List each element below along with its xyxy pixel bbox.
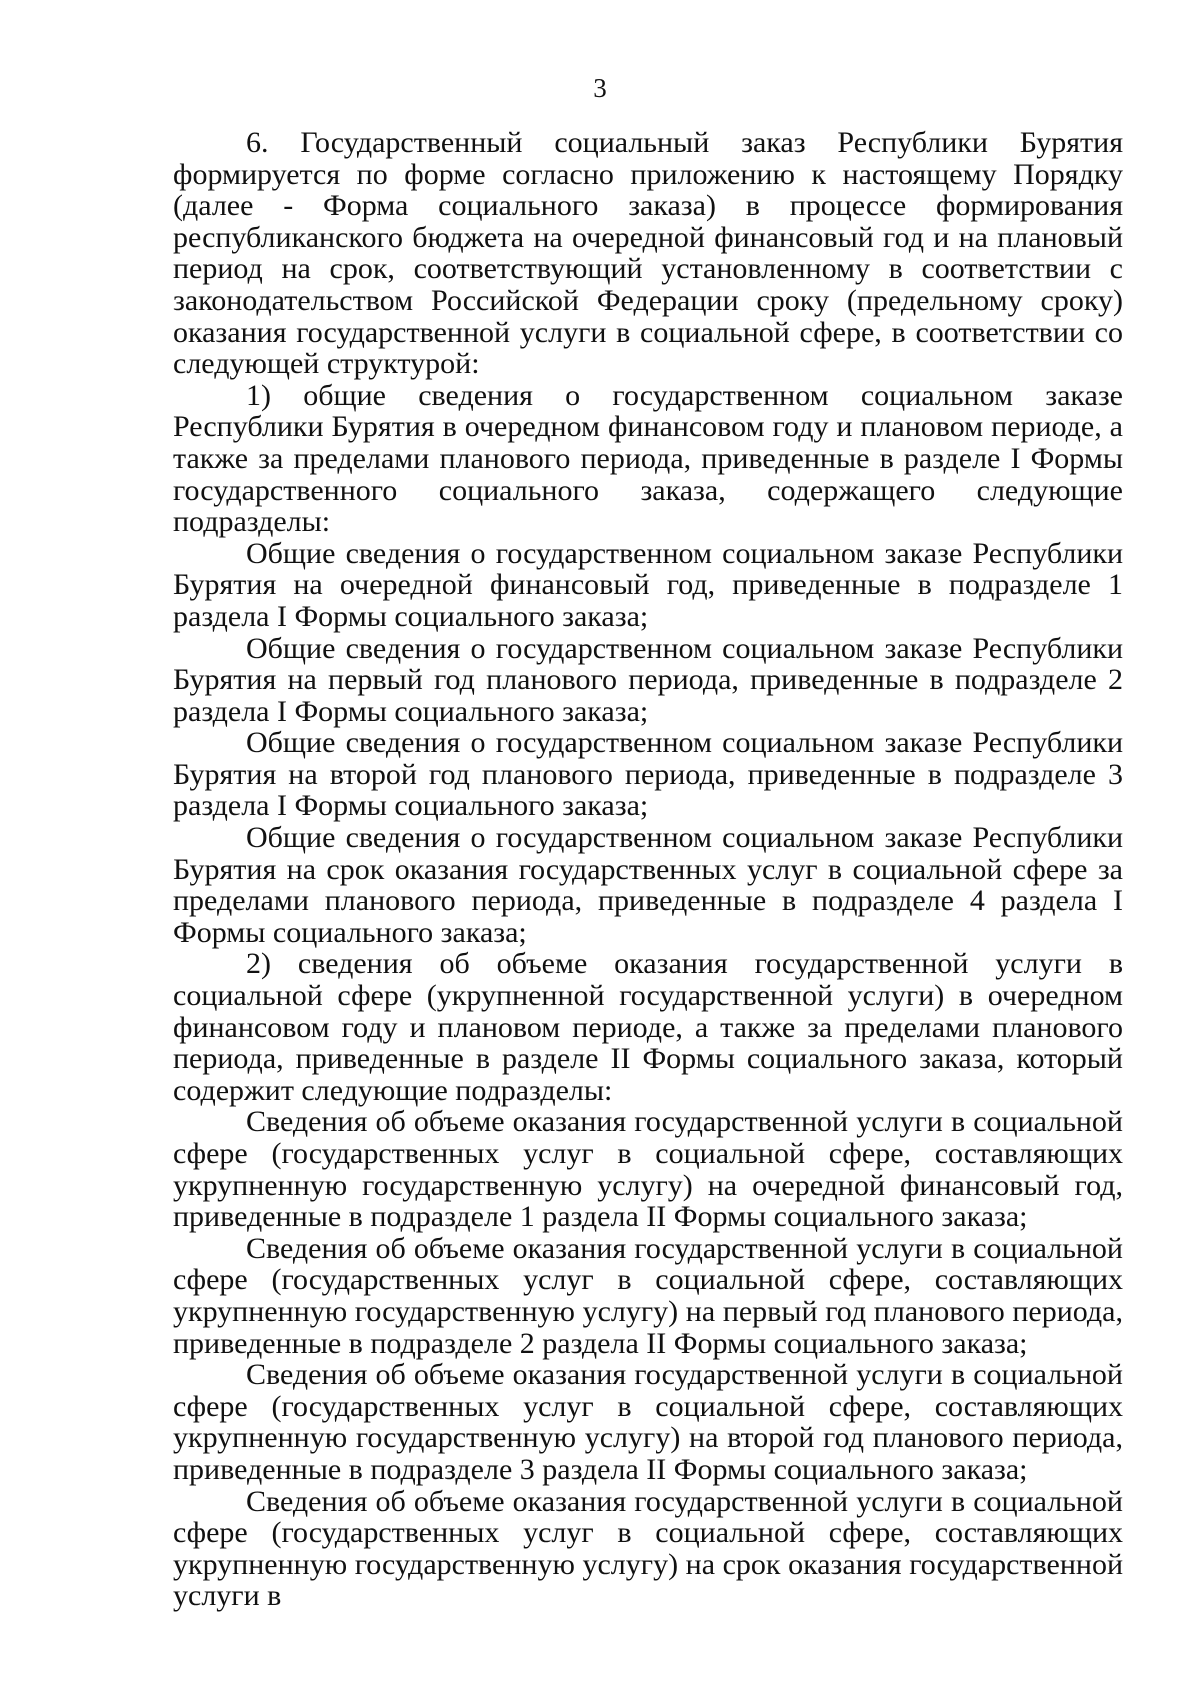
page-number: 3: [593, 73, 607, 103]
paragraph-subsection: Сведения об объеме оказания государственной услуги в социальной сфере (государственных услуг в социальной сфере, составляющих укрупненную государственную услугу) на очередной финансовый год, приведенные в подразделе 1 раздела II Формы социального заказа;: [173, 1105, 1123, 1234]
paragraph-subsection: Общие сведения о государственном социальном заказе Республики Бурятия на первый год планового периода, приведенные в подразделе 2 раздела I Формы социального заказа;: [173, 631, 1123, 728]
document-body: [173, 127, 1123, 1612]
paragraph-subsection: Сведения об объеме оказания государственной услуги в социальной сфере (государственных услуг в социальной сфере, составляющих укрупненную государственную услугу) на первый год планового периода, приведенные в подразделе 2 раздела II Формы социального заказа;: [173, 1231, 1123, 1360]
paragraph-subitem-2: 2) сведения об объеме оказания государственной услуги в социальной сфере (укрупненной государственной услуги) в очередном финансовом году и плановом периоде, а также за пределами планового периода, приведенные в разделе II Формы социального заказа, который содержит следующие подразделы:: [173, 947, 1123, 1107]
paragraph-subsection: Общие сведения о государственном социальном заказе Республики Бурятия на второй год планового периода, приведенные в подразделе 3 раздела I Формы социального заказа;: [173, 726, 1123, 823]
paragraph-subsection: Сведения об объеме оказания государственной услуги в социальной сфере (государственных услуг в социальной сфере, составляющих укрупненную государственную услугу) на срок оказания государственной услуги в: [173, 1484, 1123, 1613]
paragraph-subsection: Сведения об объеме оказания государственной услуги в социальной сфере (государственных услуг в социальной сфере, составляющих укрупненную государственную услугу) на второй год планового периода, приведенные в подразделе 3 раздела II Формы социального заказа;: [173, 1358, 1123, 1486]
paragraph-subsection: Общие сведения о государственном социальном заказе Республики Бурятия на очередной финансовый год, приведенные в подразделе 1 раздела I Формы социального заказа;: [173, 536, 1123, 633]
paragraph-item-6: 6. Государственный социальный заказ Республики Бурятия формируется по форме согласно приложению к настоящему Порядку (далее - Форма социального заказа) в процессе формирования республиканского бюджета на очередной финансовый год и на плановый период на срок, соответствующий установленному в соответствии с законодательством Российской Федерации сроку (предельному сроку) оказания государственной услуги в социальной сфере, в соответствии со следующей структурой:: [173, 126, 1123, 381]
paragraph-subsection: Общие сведения о государственном социальном заказе Республики Бурятия на срок оказания государственных услуг в социальной сфере за пределами планового периода, приведенные в подразделе 4 раздела I Формы социального заказа;: [173, 821, 1123, 949]
paragraph-subitem-1: 1) общие сведения о государственном социальном заказе Республики Бурятия в очередном финансовом году и плановом периоде, а также за пределами планового периода, приведенные в разделе I Формы государственного социального заказа, содержащего следующие подразделы:: [173, 378, 1123, 539]
